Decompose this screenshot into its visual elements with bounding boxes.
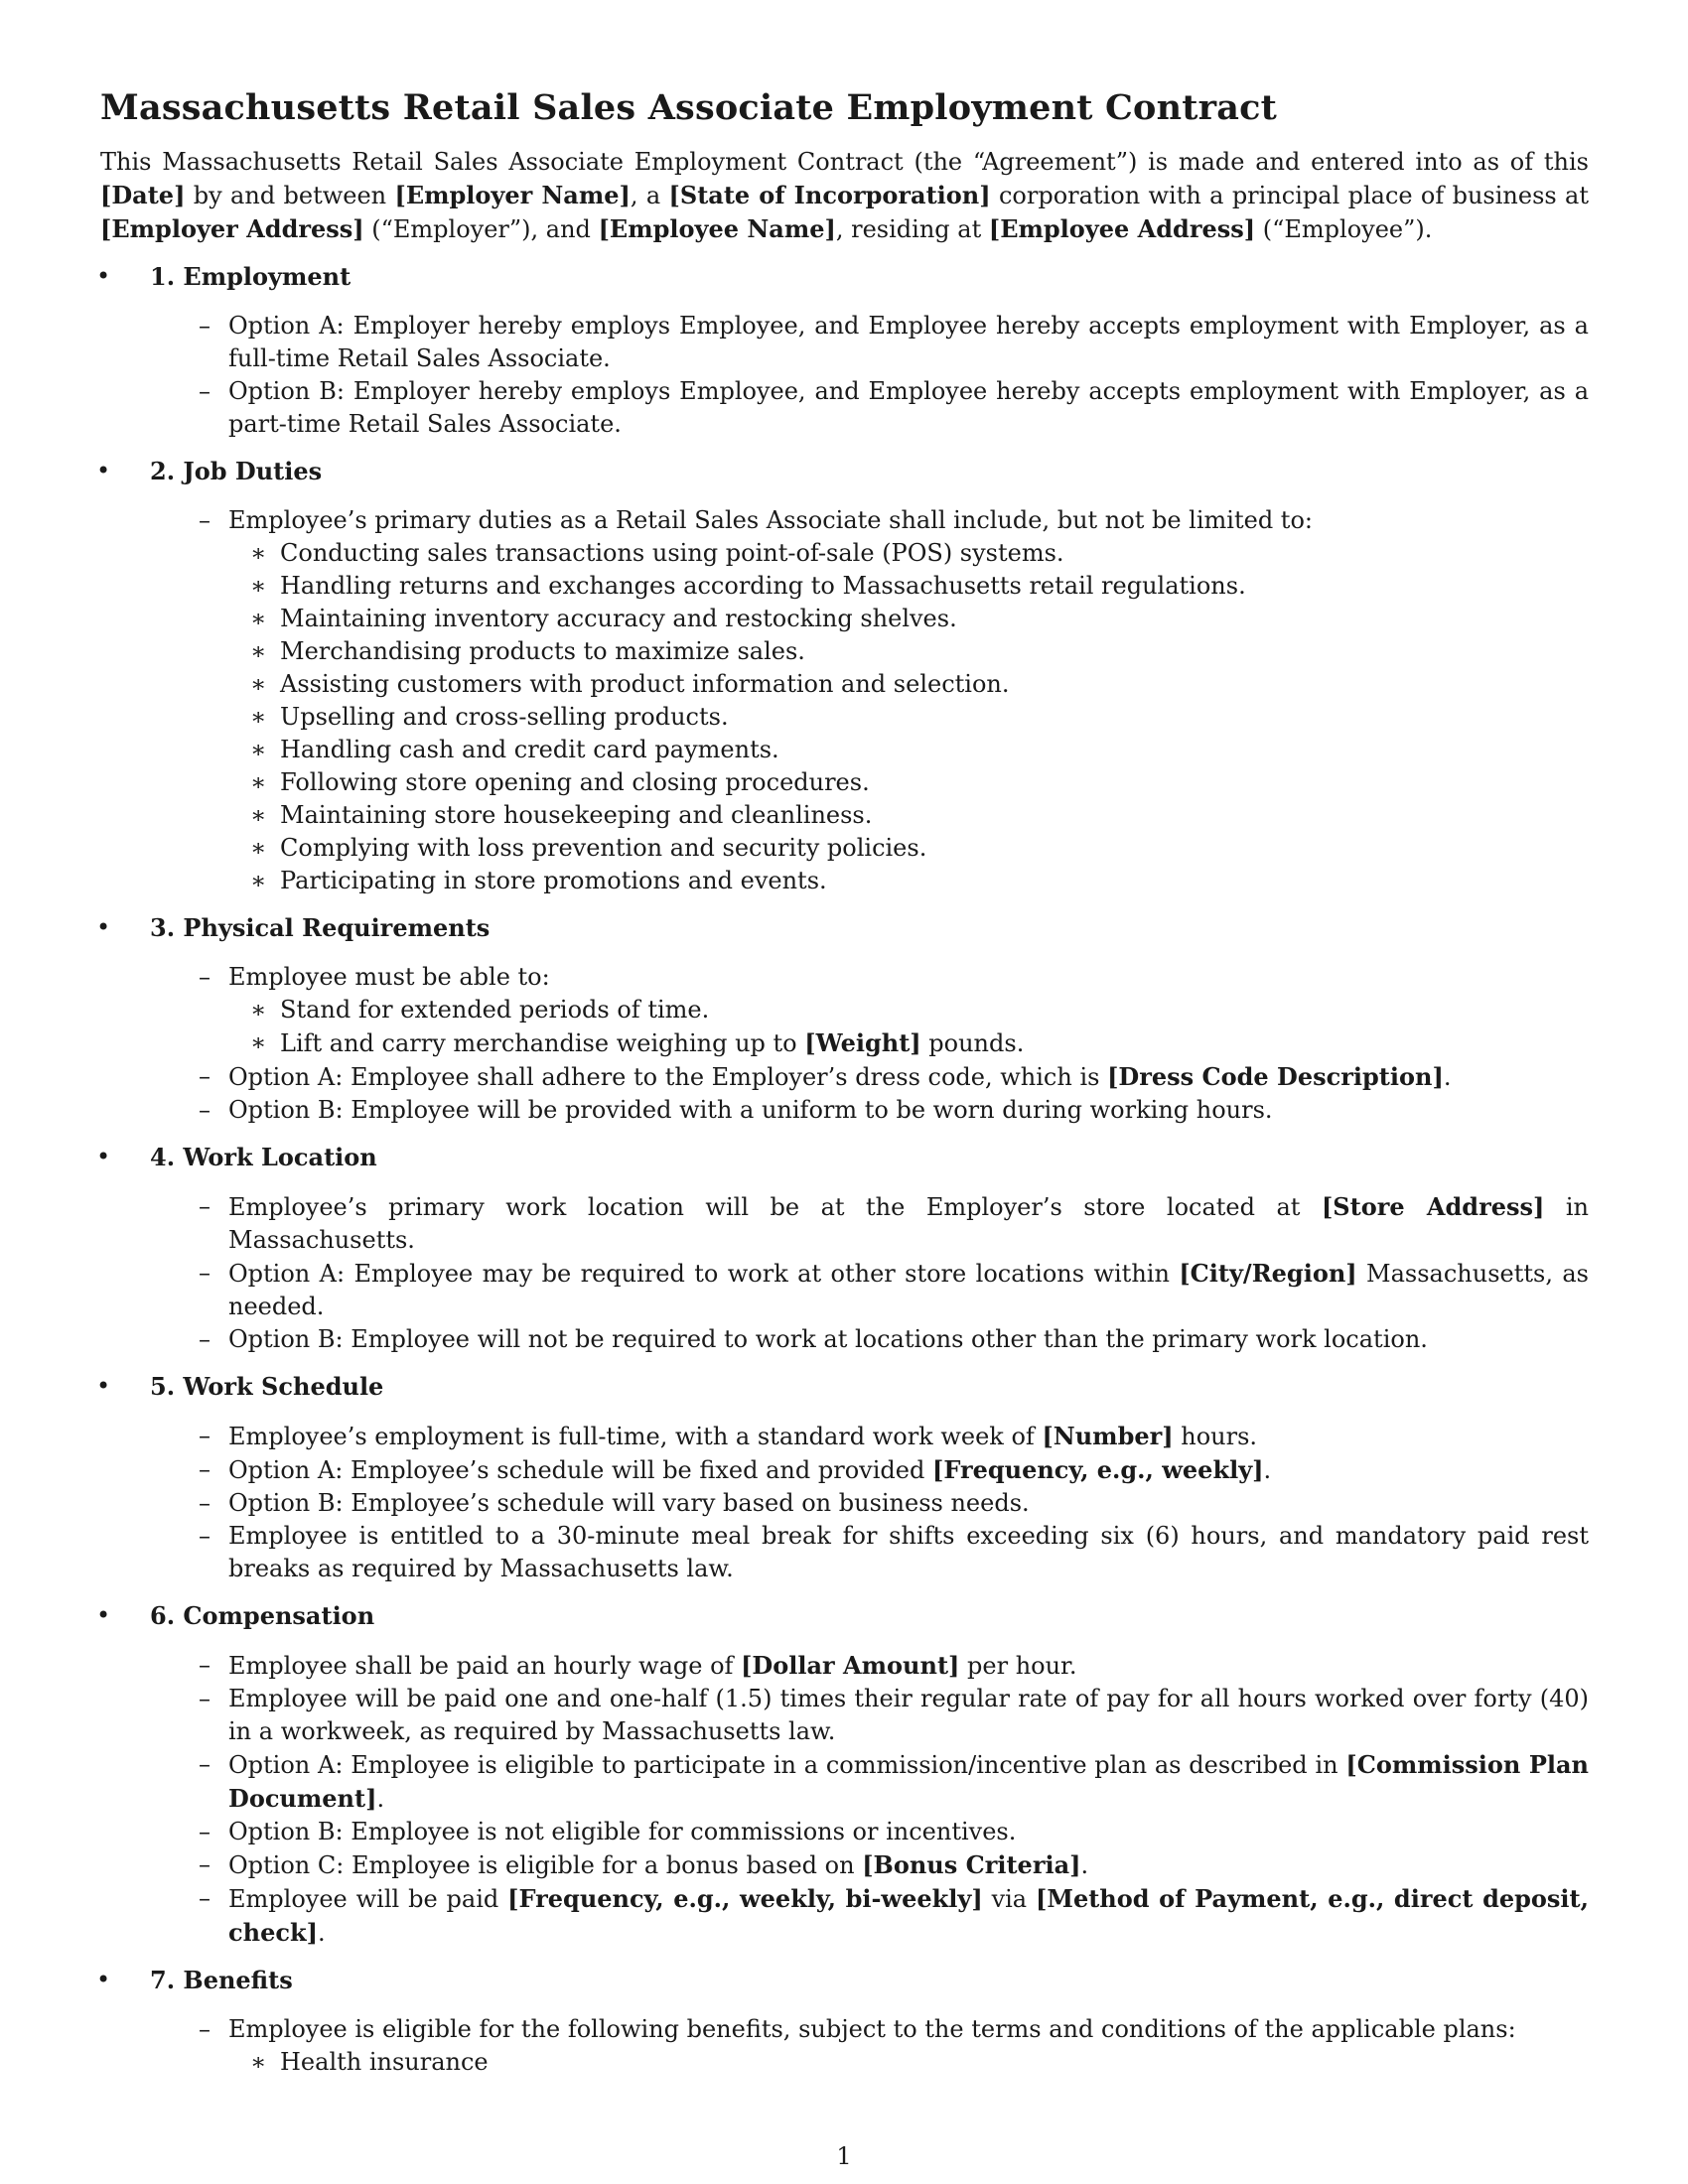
- section-heading: 2. Job Duties: [150, 457, 323, 485]
- sub-item: ∗ Complying with loss prevention and security policies.: [250, 834, 927, 862]
- placeholder-store-address: [Store Address]: [1321, 1192, 1545, 1221]
- placeholder-employer-name: [Employer Name]: [394, 181, 631, 209]
- section-compensation: [100, 1599, 1589, 1950]
- intro-text: (“Employee”).: [1255, 215, 1433, 243]
- list-item: – Option A: Employee is eligible to participate in a commission/incentive plan as described in [Commission Plan Document].: [199, 1750, 1589, 1813]
- contract-page: [100, 87, 1589, 2093]
- section-employment: [100, 260, 1589, 441]
- sub-item: ∗ Following store opening and closing procedures.: [250, 768, 870, 796]
- sub-item: ∗ Upselling and cross-selling products.: [250, 703, 729, 731]
- list-item: – Employee will be paid one and one-half (1.5) times their regular rate of pay for all hours worked over forty (40) in a workweek, as required by Massachusetts law.: [199, 1685, 1589, 1745]
- sub-item: ∗ Handling cash and credit card payments.: [250, 736, 779, 763]
- sub-item: ∗ Handling returns and exchanges according to Massachusetts retail regulations.: [250, 572, 1246, 600]
- list-item: – Option A: Employee shall adhere to the Employer’s dress code, which is [Dress Code Description].: [199, 1062, 1452, 1091]
- placeholder-date: [Date]: [100, 181, 186, 209]
- list-item: – Employee is entitled to a 30-minute meal break for shifts exceeding six (6) hours, and mandatory paid rest breaks as required by Massachusetts law.: [199, 1522, 1589, 1582]
- section-work-schedule: [100, 1370, 1589, 1585]
- placeholder-number: [Number]: [1042, 1422, 1174, 1450]
- list-item: – Employee’s employment is full-time, with a standard work week of [Number] hours.: [199, 1422, 1258, 1450]
- section-heading: 3. Physical Requirements: [150, 913, 491, 942]
- list-item: – Option B: Employer hereby employs Employee, and Employee hereby accepts employment with Employer, as a part-time Retail Sales Associate.: [199, 377, 1589, 438]
- intro-text: corporation with a principal place of business at: [990, 182, 1590, 209]
- placeholder-state-of-incorporation: [State of Incorporation]: [668, 181, 991, 209]
- list-item: – Option A: Employee’s schedule will be fixed and provided [Frequency, e.g., weekly].: [199, 1455, 1272, 1484]
- section-benefits: [100, 1964, 1589, 2079]
- placeholder-employee-address: [Employee Address]: [988, 214, 1256, 243]
- list-item: – Employee’s primary work location will be at the Employer’s store located at [Store Address] in Massachusetts.: [199, 1192, 1589, 1254]
- placeholder-weight: [Weight]: [804, 1028, 921, 1057]
- section-heading: 6. Compensation: [150, 1601, 375, 1630]
- sub-item: ∗ Lift and carry merchandise weighing up to [Weight] pounds.: [250, 1028, 1025, 1057]
- sub-item: ∗ Merchandising products to maximize sales.: [250, 637, 805, 665]
- placeholder-dress-code: [Dress Code Description]: [1107, 1062, 1444, 1091]
- intro-text: , a: [630, 182, 669, 209]
- intro-text: , residing at: [835, 215, 989, 243]
- placeholder-commission-plan: [Commission Plan Document]: [228, 1750, 1589, 1813]
- placeholder-pay-frequency: [Frequency, e.g., weekly, bi-weekly]: [507, 1884, 983, 1913]
- section-heading: 7. Benefits: [150, 1966, 293, 1994]
- section-heading: 1. Employment: [150, 262, 352, 291]
- sub-item: ∗ Stand for extended periods of time.: [250, 996, 710, 1024]
- list-item: – Employee must be able to:: [199, 963, 550, 991]
- placeholder-city-region: [City/Region]: [1179, 1259, 1357, 1288]
- list-item: – Employee will be paid [Frequency, e.g., weekly, bi-weekly] via [Method of Payment, e.g., direct deposit, check].: [199, 1884, 1589, 1947]
- section-heading: 5. Work Schedule: [150, 1372, 384, 1401]
- list-item: – Option B: Employee will not be required to work at locations other than the primary work location.: [199, 1325, 1428, 1353]
- intro-text: This Massachusetts Retail Sales Associate Employment Contract (the “Agreement”) is made and entered into as of this: [100, 148, 1589, 176]
- sub-item: ∗ Participating in store promotions and events.: [250, 867, 827, 894]
- list-item: – Employee shall be paid an hourly wage of [Dollar Amount] per hour.: [199, 1651, 1077, 1680]
- sub-item: ∗ Health insurance: [250, 2048, 489, 2076]
- list-item: – Option A: Employer hereby employs Employee, and Employee hereby accepts employment with Employer, as a full-time Retail Sales Associate.: [199, 312, 1589, 372]
- list-item: – Employee’s primary duties as a Retail Sales Associate shall include, but not be limited to:: [199, 506, 1313, 534]
- section-job-duties: [100, 455, 1589, 897]
- placeholder-bonus-criteria: [Bonus Criteria]: [862, 1850, 1081, 1879]
- section-heading: 4. Work Location: [150, 1143, 377, 1171]
- placeholder-payment-method: [Method of Payment, e.g., direct deposit, check]: [228, 1884, 1589, 1947]
- intro-text: (“Employer”), and: [363, 215, 599, 243]
- list-item: – Option B: Employee’s schedule will vary based on business needs.: [199, 1489, 1030, 1517]
- list-item: – Option B: Employee is not eligible for commissions or incentives.: [199, 1818, 1017, 1845]
- document-title: Massachusetts Retail Sales Associate Employment Contract: [100, 87, 1277, 128]
- intro-text: by and between: [185, 182, 395, 209]
- sub-item: ∗ Conducting sales transactions using point-of-sale (POS) systems.: [250, 539, 1064, 567]
- sub-item: ∗ Assisting customers with product information and selection.: [250, 670, 1010, 698]
- placeholder-employee-name: [Employee Name]: [598, 214, 836, 243]
- section-physical-requirements: [100, 911, 1589, 1127]
- placeholder-dollar-amount: [Dollar Amount]: [741, 1651, 960, 1680]
- list-item: – Option A: Employee may be required to work at other store locations within [City/Region] Massachusetts, as needed.: [199, 1259, 1589, 1320]
- list-item: – Option C: Employee is eligible for a bonus based on [Bonus Criteria].: [199, 1850, 1089, 1879]
- intro-paragraph: [100, 146, 1589, 246]
- list-item: – Employee is eligible for the following benefits, subject to the terms and conditions of the applicable plans:: [199, 2015, 1516, 2043]
- page-number: 1: [836, 2142, 852, 2170]
- section-work-location: [100, 1141, 1589, 1356]
- list-item: – Option B: Employee will be provided with a uniform to be worn during working hours.: [199, 1096, 1273, 1124]
- placeholder-frequency: [Frequency, e.g., weekly]: [931, 1455, 1264, 1484]
- sub-item: ∗ Maintaining inventory accuracy and restocking shelves.: [250, 605, 957, 632]
- sub-item: ∗ Maintaining store housekeeping and cleanliness.: [250, 801, 873, 829]
- placeholder-employer-address: [Employer Address]: [100, 214, 364, 243]
